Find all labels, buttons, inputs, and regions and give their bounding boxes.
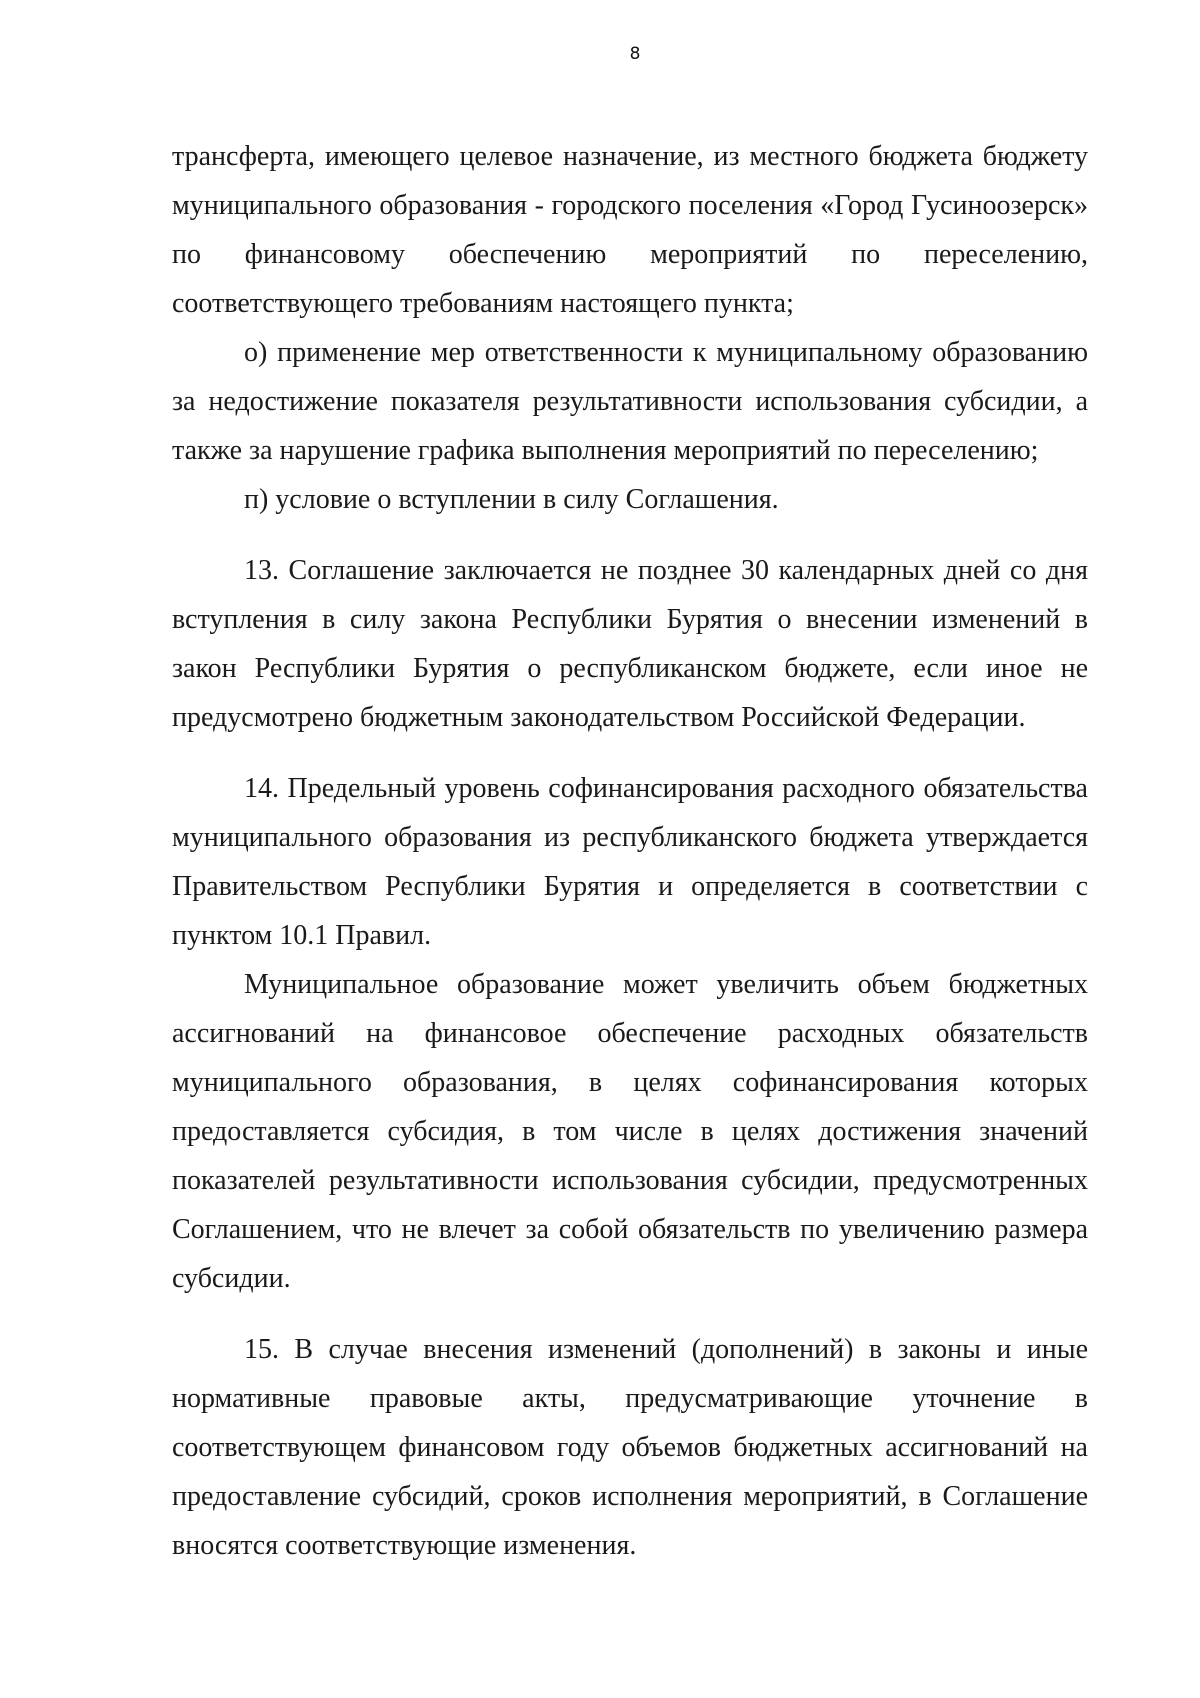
paragraph-clause-14: 14. Предельный уровень софинансирования расходного обязательства муниципального образования из республиканского бюджета утверждается Правительством Республики Бурятия и определяется в соответствии с пунктом 10.1 Правил. [172,773,1088,951]
document-body [172,132,1088,1570]
paragraph-clause-13: 13. Соглашение заключается не позднее 30 календарных дней со дня вступления в силу закона Республики Бурятия о внесении изменений в закон Республики Бурятия о республиканском бюджете, если иное не предусмотрено бюджетным законодательством Российской Федерации. [172,555,1088,733]
page-number: 8 [629,44,641,64]
paragraph-continuation: трансферта, имеющего целевое назначение, из местного бюджета бюджету муниципального образования - городского поселения «Город Гусиноозерск» по финансовому обеспечению мероприятий по переселению, соответствующего требованиям настоящего пункта; [172,141,1088,319]
paragraph-clause-14-continuation: Муниципальное образование может увеличить объем бюджетных ассигнований на финансовое обеспечение расходных обязательств муниципального образования, в целях софинансирования которых предоставляется субсидия, в том числе в целях достижения значений показателей результативности использования субсидии, предусмотренных Соглашением, что не влечет за собой обязательств по увеличению размера субсидии. [172,969,1088,1294]
paragraph-item-o: о) применение мер ответственности к муниципальному образованию за недостижение показателя результативности использования субсидии, а также за нарушение графика выполнения мероприятий по переселению; [172,337,1088,466]
paragraph-item-p: п) условие о вступлении в силу Соглашения. [244,484,779,515]
paragraph-clause-15: 15. В случае внесения изменений (дополнений) в законы и иные нормативные правовые акты, предусматривающие уточнение в соответствующем финансовом году объемов бюджетных ассигнований на предоставление субсидий, сроков исполнения мероприятий, в Соглашение вносятся соответствующие изменения. [172,1334,1088,1561]
